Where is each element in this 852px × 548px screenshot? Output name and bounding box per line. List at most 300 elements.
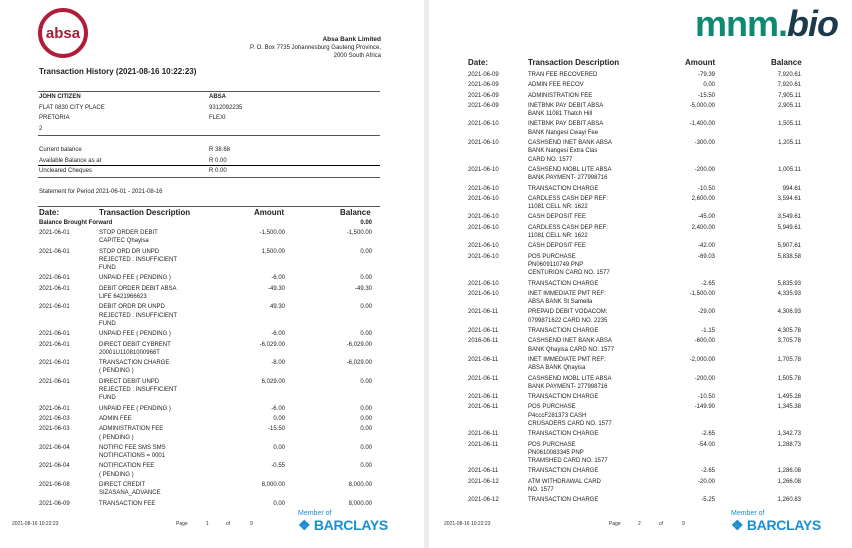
description-line: 11081 CELL NR: 1622 bbox=[528, 204, 588, 211]
row-description bbox=[528, 120, 628, 137]
description-line: BANK PAYMENT- 277998716 bbox=[528, 383, 608, 390]
balance-labels bbox=[39, 145, 101, 177]
customer-name: JOHN CITIZEN bbox=[39, 94, 81, 100]
row-balance: 0.00 bbox=[360, 444, 372, 451]
page-title: Transaction History (2021-08-16 10:22:23) bbox=[39, 67, 197, 76]
row-description bbox=[528, 253, 628, 278]
description-line: REJECTED : INSUFFICIENT bbox=[99, 387, 178, 394]
row-balance: 4,335.93 bbox=[777, 290, 801, 297]
table-row bbox=[468, 280, 802, 290]
brought-forward-value: 0.00 bbox=[360, 220, 372, 226]
row-amount: -10.50 bbox=[697, 185, 715, 192]
row-balance: 5,835.93 bbox=[777, 280, 801, 287]
row-date: 2021-06-01 bbox=[39, 275, 70, 282]
row-amount: -6.00 bbox=[271, 405, 285, 412]
description-line: CAPITEC Qhayisa bbox=[99, 238, 149, 245]
row-amount: 6,029.00 bbox=[261, 378, 285, 385]
row-balance: 1,288.73 bbox=[777, 441, 801, 448]
row-balance: 5,838.58 bbox=[777, 253, 801, 260]
description-line: CARDLESS CASH DEP REF: bbox=[528, 224, 608, 231]
row-date: 2021-06-03 bbox=[39, 426, 70, 433]
description-line: CARD NO. 1577 bbox=[528, 156, 573, 163]
description-line: FUND bbox=[99, 395, 116, 402]
row-date: 2021-06-09 bbox=[468, 92, 499, 99]
row-date: 2021-06-11 bbox=[468, 356, 499, 363]
description-line: DEBIT ORDR DR UNPD bbox=[99, 304, 165, 311]
description-line: TRANSACTION CHARGE bbox=[528, 185, 599, 192]
description-line: CASHSEND MOBL LITE ABSA bbox=[528, 166, 612, 173]
description-line: ADMIN FEE bbox=[99, 415, 132, 422]
bank-address-2: 2000 South Africa bbox=[333, 53, 381, 59]
account-type: FLEXI bbox=[209, 115, 226, 121]
row-balance: 7,905.11 bbox=[778, 92, 801, 99]
row-amount: -54.00 bbox=[697, 441, 715, 448]
description-line: FUND bbox=[99, 265, 116, 272]
row-description bbox=[99, 425, 199, 442]
table-row bbox=[468, 253, 802, 280]
row-description bbox=[528, 327, 628, 335]
row-amount: -42.00 bbox=[697, 243, 715, 250]
description-line: ADMIN FEE RECOV bbox=[528, 82, 584, 89]
page-label: Page bbox=[609, 521, 621, 527]
row-description bbox=[99, 274, 199, 282]
row-description bbox=[99, 330, 199, 338]
row-description bbox=[528, 496, 628, 504]
table-row bbox=[39, 500, 373, 510]
row-description bbox=[528, 441, 628, 466]
row-description bbox=[528, 224, 628, 241]
row-description bbox=[528, 403, 628, 428]
row-amount: 8,000.00 bbox=[261, 482, 285, 489]
customer-block bbox=[39, 92, 105, 134]
row-description bbox=[528, 242, 628, 250]
description-line: INETBNK PAY DEBIT ABSA bbox=[528, 102, 604, 109]
uncleared-label: Uncleared Cheques bbox=[39, 168, 93, 174]
row-balance: 1,260.83 bbox=[777, 497, 801, 504]
row-amount: -5,000.00 bbox=[689, 102, 715, 109]
row-description bbox=[528, 430, 628, 438]
row-amount: -20.00 bbox=[697, 478, 715, 485]
description-line: SIZASANA_ADVANCE bbox=[99, 490, 161, 497]
available-balance: R 0.00 bbox=[209, 157, 227, 164]
row-balance: 3,705.78 bbox=[777, 338, 801, 345]
row-description bbox=[99, 229, 199, 246]
row-date: 2021-06-10 bbox=[468, 253, 499, 260]
row-date: 2021-06-04 bbox=[39, 463, 70, 470]
description-line: REJECTED : INSUFFICIENT bbox=[99, 256, 178, 263]
row-balance: 0.00 bbox=[360, 426, 372, 433]
row-amount: -6.00 bbox=[271, 275, 285, 282]
table-row bbox=[39, 425, 373, 444]
description-line: TRANSACTION CHARGE bbox=[528, 280, 599, 287]
row-balance: -49.30 bbox=[354, 285, 372, 292]
row-description bbox=[99, 303, 199, 328]
description-line: INET IMMEDIATE PMT REF: bbox=[528, 290, 606, 297]
table-row bbox=[468, 308, 802, 327]
description-line: UNPAID FEE ( PENDING ) bbox=[99, 331, 171, 338]
row-balance: 7,920.61 bbox=[777, 72, 801, 78]
table-row bbox=[39, 285, 373, 304]
row-date: 2021-06-10 bbox=[468, 214, 499, 221]
row-description bbox=[99, 359, 199, 376]
row-date: 2021-06-12 bbox=[468, 478, 499, 485]
col-balance: Balance bbox=[771, 58, 802, 67]
brought-forward-label: Balance Brought Forward bbox=[39, 220, 113, 226]
row-balance: 1,342.73 bbox=[777, 431, 801, 438]
description-line: TRANSACTION CHARGE bbox=[528, 394, 599, 401]
description-line: ADMINISTRATION FEE bbox=[99, 426, 164, 433]
row-description bbox=[99, 248, 199, 273]
row-balance: 1,505.78 bbox=[777, 375, 801, 382]
row-balance: 994.61 bbox=[782, 185, 801, 192]
description-line: ( PENDING ) bbox=[99, 434, 134, 441]
description-line: BANK Qhayisa CARD NO. 1577 bbox=[528, 346, 615, 353]
row-balance: 0.00 bbox=[360, 378, 372, 385]
table-row bbox=[39, 415, 373, 425]
row-amount: 2,600.00 bbox=[691, 195, 715, 202]
row-description bbox=[528, 356, 628, 373]
row-amount: 1,500.00 bbox=[261, 248, 285, 255]
row-balance: 4,306.93 bbox=[777, 309, 801, 316]
account-number: 9312092235 bbox=[209, 104, 243, 111]
table-row bbox=[468, 375, 802, 394]
description-line: STOP ORD DR UNPD bbox=[99, 248, 160, 255]
col-description: Transaction Description bbox=[99, 208, 191, 217]
row-balance: 8,000.00 bbox=[348, 482, 372, 489]
transaction-table bbox=[468, 71, 802, 507]
total-pages: 9 bbox=[250, 521, 253, 527]
table-row bbox=[468, 496, 802, 506]
row-date: 2021-06-10 bbox=[468, 224, 499, 231]
description-line: POS PURCHASE bbox=[528, 404, 576, 411]
table-row bbox=[468, 290, 802, 309]
row-date: 2021-06-10 bbox=[468, 185, 499, 192]
row-date: 2021-06-11 bbox=[468, 468, 499, 475]
description-line: 0799871622 CARD NO. 2235 bbox=[528, 317, 608, 324]
row-description bbox=[528, 375, 628, 392]
row-amount: -200.00 bbox=[694, 166, 715, 173]
member-of: Member of bbox=[298, 510, 332, 517]
description-line: POS PURCHASE bbox=[528, 441, 576, 448]
page-number: 1 bbox=[206, 521, 209, 527]
row-amount: 2,400.00 bbox=[691, 224, 715, 231]
table-row bbox=[468, 92, 802, 102]
table-row bbox=[39, 303, 373, 330]
table-row bbox=[468, 393, 802, 403]
row-description bbox=[528, 166, 628, 183]
description-line: INETBNK PAY DEBIT ABSA bbox=[528, 121, 604, 128]
description-line: LIFE 6421966623 bbox=[99, 294, 147, 301]
row-amount: -69.03 bbox=[697, 253, 715, 260]
row-balance: 0.00 bbox=[360, 304, 372, 311]
row-date: 2021-06-10 bbox=[468, 280, 499, 287]
table-row bbox=[468, 195, 802, 214]
col-amount: Amount bbox=[254, 208, 285, 217]
row-amount: -45.00 bbox=[697, 214, 715, 221]
row-description bbox=[528, 290, 628, 307]
row-amount: -300.00 bbox=[694, 140, 715, 147]
description-line: 20001U11081000966T bbox=[99, 349, 160, 356]
barclays-text: BARCLAYS bbox=[313, 517, 388, 533]
table-row bbox=[39, 248, 373, 275]
row-balance: 3,594.61 bbox=[777, 195, 801, 202]
statement-page-1 bbox=[0, 0, 424, 548]
table-row bbox=[468, 467, 802, 477]
row-balance: 4,305.78 bbox=[777, 328, 801, 335]
table-row bbox=[39, 444, 373, 463]
row-balance: -6,029.00 bbox=[346, 341, 372, 348]
row-balance: -1,500.00 bbox=[346, 230, 372, 236]
bank-address-1: P. O. Box 7735 Johannesburg Gauteng Province, bbox=[250, 45, 381, 51]
row-amount: -6.00 bbox=[271, 331, 285, 338]
table-row bbox=[39, 481, 373, 500]
description-line: DEBIT ORDER DEBIT ABSA bbox=[99, 285, 177, 292]
absa-logo bbox=[38, 8, 88, 58]
row-date: 2021-06-11 bbox=[468, 394, 499, 401]
row-amount: -10.50 bbox=[697, 394, 715, 401]
table-row bbox=[468, 478, 802, 497]
footer-timestamp: 2021-08-16 10:22:23 bbox=[444, 521, 491, 527]
description-line: BANK PAYMENT- 277998716 bbox=[528, 175, 608, 182]
description-line: ADMINISTRATION FEE bbox=[528, 92, 593, 99]
row-date: 2016-06-11 bbox=[468, 338, 499, 345]
row-description bbox=[528, 337, 628, 354]
row-date: 2021-06-01 bbox=[39, 331, 70, 338]
page-number: 2 bbox=[638, 521, 641, 527]
row-date: 2021-06-03 bbox=[39, 415, 70, 422]
description-line: ( PENDING ) bbox=[99, 471, 134, 478]
bank-label: ABSA bbox=[209, 94, 227, 100]
account-block bbox=[209, 92, 242, 124]
description-line: TRANSACTION CHARGE bbox=[99, 360, 170, 367]
description-line: CRUSADERS CARD NO. 1577 bbox=[528, 420, 612, 427]
row-date: 2021-06-11 bbox=[468, 404, 499, 411]
row-date: 2021-06-01 bbox=[39, 405, 70, 412]
row-date: 2021-06-11 bbox=[468, 309, 499, 316]
row-amount: -2,000.00 bbox=[689, 356, 715, 363]
description-line: NOTIFIC FEE SMS SMS bbox=[99, 444, 166, 451]
row-amount: -0.55 bbox=[271, 463, 285, 470]
row-balance: 8,000.00 bbox=[348, 500, 372, 507]
row-balance: 0.00 bbox=[360, 415, 372, 422]
footer-timestamp: 2021-08-16 10:22:23 bbox=[12, 521, 59, 527]
row-date: 2021-06-01 bbox=[39, 248, 70, 255]
table-row bbox=[39, 405, 373, 415]
row-balance: 1,205.11 bbox=[778, 140, 801, 147]
row-date: 2021-06-10 bbox=[468, 121, 499, 128]
row-date: 2021-06-04 bbox=[39, 444, 70, 451]
row-balance: 0.00 bbox=[360, 463, 372, 470]
row-date: 2021-06-08 bbox=[39, 482, 70, 489]
row-description bbox=[528, 81, 628, 89]
description-line: CASHSEND INET BANK ABSA bbox=[528, 338, 612, 345]
divider bbox=[38, 135, 380, 136]
table-row bbox=[39, 229, 373, 248]
description-line: UNPAID FEE ( PENDING ) bbox=[99, 405, 171, 412]
current-balance-label: Current balance bbox=[39, 147, 82, 153]
description-line: BANK Nangesi Extra Clas bbox=[528, 148, 598, 155]
row-balance: 2,905.11 bbox=[778, 102, 801, 109]
description-line: ( PENDING ) bbox=[99, 368, 134, 375]
description-line: TRANSACTION CHARGE bbox=[528, 431, 599, 438]
row-amount: -1,400.00 bbox=[689, 121, 715, 128]
row-amount: -600.00 bbox=[694, 338, 715, 345]
statement-period: Statement for Period 2021-06-01 - 2021-08-16 bbox=[39, 189, 163, 195]
row-amount: 0.00 bbox=[273, 415, 285, 422]
row-date: 2021-06-12 bbox=[468, 497, 499, 504]
row-amount: -1,500.00 bbox=[259, 230, 285, 236]
table-row bbox=[468, 71, 802, 81]
row-date: 2021-06-09 bbox=[468, 82, 499, 89]
description-line: DIRECT CREDIT bbox=[99, 482, 146, 489]
row-date: 2021-06-10 bbox=[468, 195, 499, 202]
description-line: CASH DEPOSIT FEE bbox=[528, 214, 586, 221]
description-line: CASHSEND MOBL LITE ABSA bbox=[528, 375, 612, 382]
description-line: P4cccF281373 CASH bbox=[528, 412, 587, 419]
description-line: PREPAID DEBIT VODACOM: bbox=[528, 309, 608, 316]
of-label: of bbox=[659, 521, 664, 527]
row-amount: 0.00 bbox=[273, 500, 285, 507]
watermark bbox=[695, 4, 838, 44]
table-row bbox=[468, 430, 802, 440]
table-row bbox=[468, 224, 802, 243]
row-date: 2021-06-01 bbox=[39, 285, 70, 292]
available-balance-label: Available Balance as at bbox=[39, 157, 102, 164]
table-row bbox=[468, 120, 802, 139]
description-line: INET IMMEDIATE PMT REF: bbox=[528, 356, 606, 363]
row-date: 2021-06-09 bbox=[39, 500, 70, 507]
description-line: 11081 CELL NR: 1622 bbox=[528, 233, 588, 240]
row-description bbox=[99, 405, 199, 413]
bank-name: Absa Bank Limited bbox=[322, 36, 381, 43]
table-row bbox=[468, 403, 802, 430]
row-balance: 1,495.28 bbox=[777, 394, 801, 401]
row-amount: -79.39 bbox=[697, 72, 715, 78]
description-line: CASHSEND INET BANK ABSA bbox=[528, 140, 612, 147]
row-description bbox=[528, 195, 628, 212]
row-amount: -15.50 bbox=[697, 92, 715, 99]
barclays-logo bbox=[298, 510, 388, 534]
table-row bbox=[468, 185, 802, 195]
row-date: 2021-06-10 bbox=[468, 290, 499, 297]
row-date: 2021-06-10 bbox=[468, 140, 499, 147]
row-balance: 1,266.08 bbox=[777, 478, 801, 485]
row-description bbox=[99, 500, 199, 508]
row-description bbox=[528, 92, 628, 100]
table-row bbox=[468, 242, 802, 252]
row-description bbox=[528, 185, 628, 193]
uncleared-cheques: R 0.00 bbox=[209, 168, 227, 174]
logo-text: absa bbox=[45, 24, 81, 42]
description-line: ATM WITHDRAWAL CARD bbox=[528, 478, 601, 485]
row-amount: -15.50 bbox=[267, 426, 285, 433]
row-date: 2021-06-01 bbox=[39, 378, 70, 385]
row-description bbox=[528, 393, 628, 401]
row-balance: 1,345.38 bbox=[777, 404, 801, 411]
description-line: PN0609110749 PNP bbox=[528, 261, 584, 268]
row-description bbox=[99, 415, 199, 423]
description-line: BANK 11081 Thatch Hill bbox=[528, 111, 593, 118]
table-row bbox=[468, 356, 802, 375]
row-balance: -6,029.00 bbox=[346, 360, 372, 367]
description-line: TRAMSHED CARD NO. 1577 bbox=[528, 458, 608, 465]
row-balance: 0.00 bbox=[360, 405, 372, 412]
row-balance: 1,505.11 bbox=[778, 121, 801, 128]
row-date: 2021-06-11 bbox=[468, 431, 499, 438]
row-description bbox=[99, 444, 199, 461]
address-1: FLAT 0830 CITY PLACE bbox=[39, 104, 105, 111]
description-line: CENTURION CARD NO. 1577 bbox=[528, 270, 610, 277]
eagle-icon: ❖ bbox=[298, 517, 311, 533]
col-date: Date: bbox=[468, 58, 489, 67]
row-description bbox=[528, 71, 628, 79]
description-line: STOP ORDER DEBIT bbox=[99, 230, 158, 236]
description-line: DIRECT DEBIT UNPD bbox=[99, 378, 160, 385]
description-line: POS PURCHASE bbox=[528, 253, 576, 260]
row-amount: -2.65 bbox=[701, 468, 715, 475]
description-line: NO. 1577 bbox=[528, 487, 554, 494]
row-balance: 1,005.11 bbox=[778, 166, 801, 173]
statement-page-2 bbox=[429, 0, 852, 548]
divider bbox=[38, 177, 380, 178]
row-balance: 3,549.61 bbox=[777, 214, 801, 221]
row-amount: -1,500.00 bbox=[689, 290, 715, 297]
row-amount: 49.30 bbox=[269, 304, 285, 311]
description-line: NOTIFICATIONS = 0001 bbox=[99, 453, 166, 460]
member-of: Member of bbox=[731, 510, 765, 517]
row-amount: -8.00 bbox=[271, 360, 285, 367]
description-line: ABSA BANK St Samella bbox=[528, 299, 593, 306]
description-line: TRANSACTION FEE bbox=[99, 500, 156, 507]
table-row bbox=[39, 359, 373, 378]
table-row bbox=[39, 330, 373, 340]
description-line: TRANSACTION CHARGE bbox=[528, 328, 599, 335]
row-date: 2021-06-01 bbox=[39, 360, 70, 367]
row-balance: 5,949.61 bbox=[777, 224, 801, 231]
total-pages: 9 bbox=[682, 521, 685, 527]
row-amount: -2.65 bbox=[701, 431, 715, 438]
divider bbox=[38, 165, 380, 166]
row-balance: 0.00 bbox=[360, 275, 372, 282]
row-description bbox=[528, 139, 628, 164]
balance-values bbox=[209, 145, 230, 177]
row-date: 2021-06-10 bbox=[468, 166, 499, 173]
divider bbox=[38, 206, 380, 207]
row-amount: -29.00 bbox=[697, 309, 715, 316]
row-amount: -149.90 bbox=[694, 404, 715, 411]
row-description bbox=[99, 462, 199, 479]
col-amount: Amount bbox=[685, 58, 716, 67]
barclays-text: BARCLAYS bbox=[746, 517, 821, 533]
row-description bbox=[99, 378, 199, 403]
table-row bbox=[468, 139, 802, 166]
row-date: 2021-06-01 bbox=[39, 341, 70, 348]
bank-info bbox=[250, 36, 381, 60]
row-date: 2021-06-11 bbox=[468, 375, 499, 382]
current-balance: R 38.68 bbox=[209, 147, 231, 153]
row-amount: -1.15 bbox=[701, 328, 715, 335]
row-amount: 0.00 bbox=[273, 444, 285, 451]
table-row bbox=[468, 213, 802, 223]
row-description bbox=[528, 213, 628, 221]
row-balance: 0.00 bbox=[360, 331, 372, 338]
row-date: 2021-06-11 bbox=[468, 441, 499, 448]
table-row bbox=[468, 337, 802, 356]
row-date: 2021-06-09 bbox=[468, 102, 499, 109]
row-amount: -49.30 bbox=[267, 285, 285, 292]
address-2: PRETORIA bbox=[39, 115, 70, 121]
row-amount: -5.25 bbox=[701, 497, 715, 504]
